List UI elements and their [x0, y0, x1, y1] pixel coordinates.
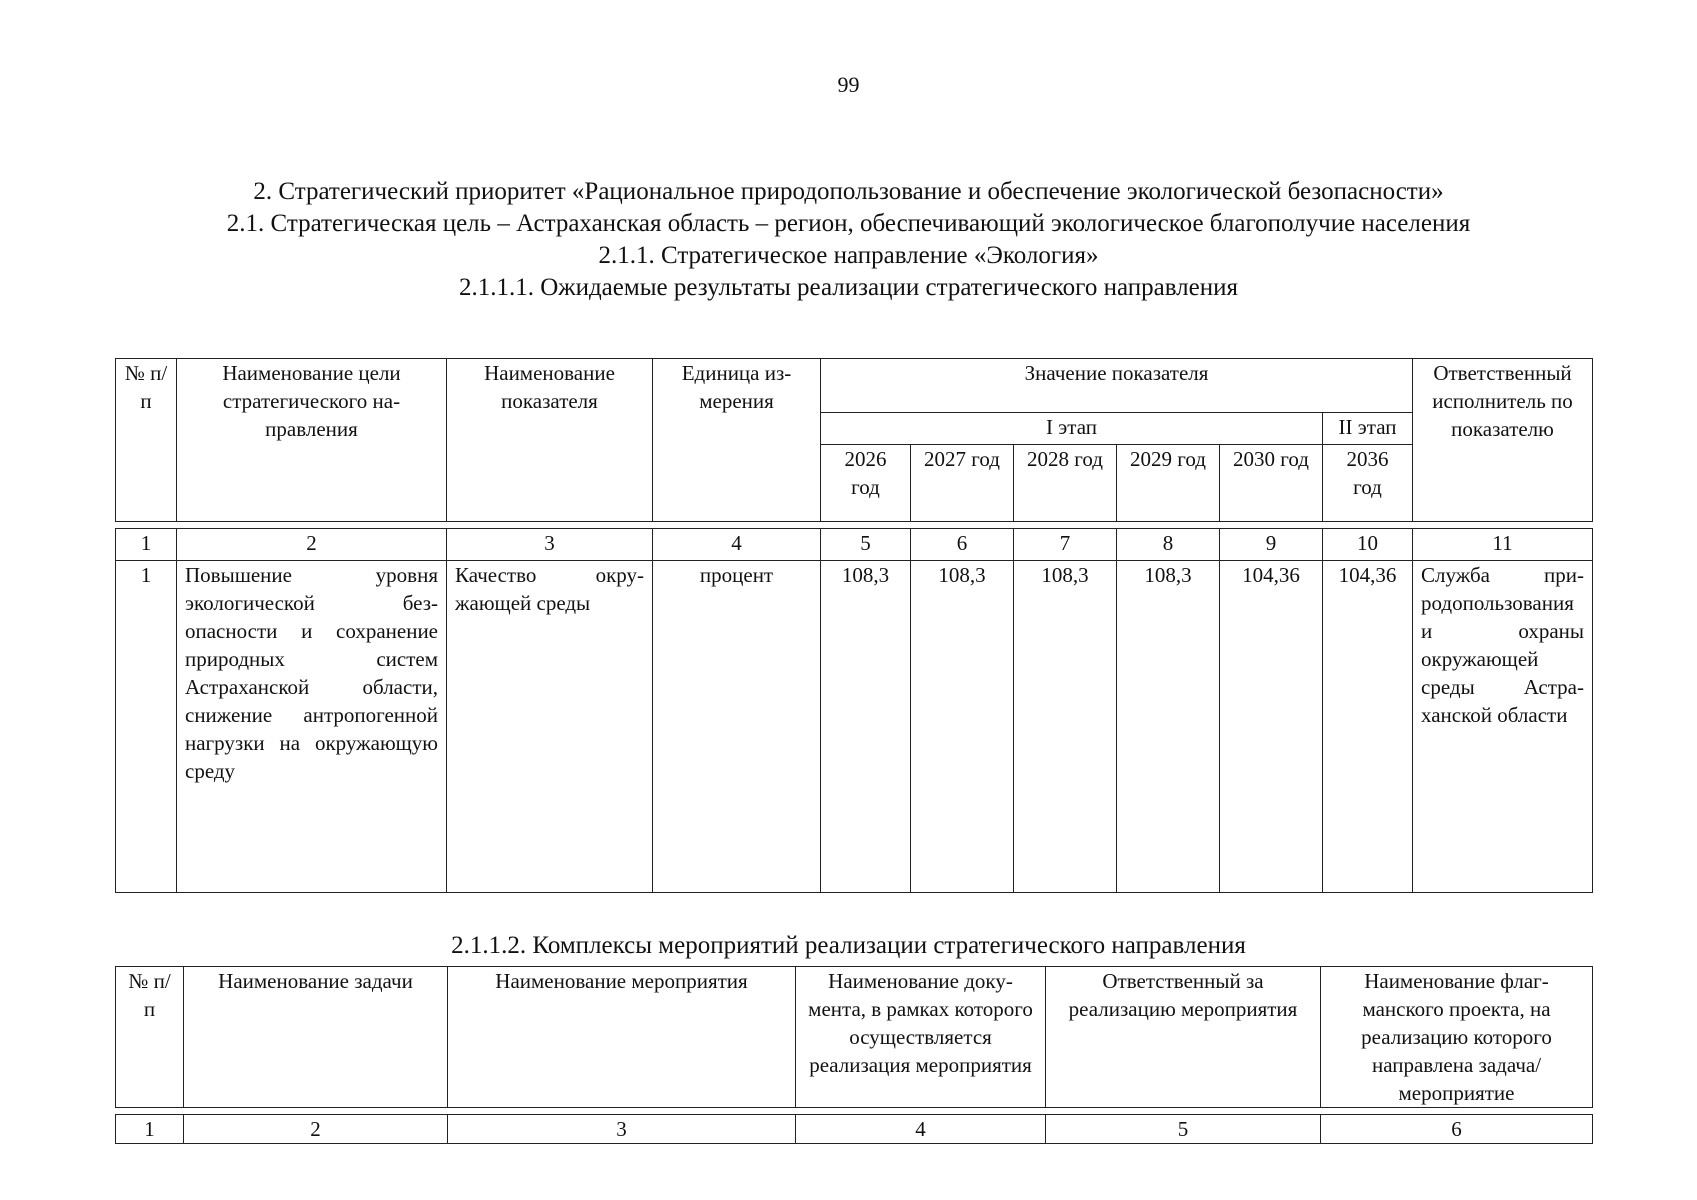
column-number: 3 — [447, 529, 653, 561]
column-number: 1 — [116, 1115, 184, 1144]
header-indicator-value: Значение показателя — [821, 359, 1413, 413]
column-number: 6 — [911, 529, 1014, 561]
header-event: Наименование мероприятия — [448, 967, 796, 1108]
events-table — [115, 966, 1593, 1144]
column-number: 2 — [184, 1115, 448, 1144]
row-unit: процент — [653, 561, 821, 893]
header-year: 2036 год — [1323, 445, 1413, 522]
header-num: № п/п — [116, 359, 177, 522]
priority-heading: 2. Стратегический приоритет «Рациональное природопользование и обеспечение экологической безопасности» — [253, 178, 1444, 205]
row-responsible: Служба природопользования и охраны окружающей среды Астраханской области — [1413, 561, 1593, 893]
header-num: № п/п — [116, 967, 184, 1108]
row-value: 104,36 — [1323, 561, 1413, 893]
row-value: 108,3 — [911, 561, 1014, 893]
column-number: 6 — [1321, 1115, 1593, 1144]
header-flagship: Наименование флагманского проекта, на реализацию которого направлена задача/мероприятие — [1321, 967, 1593, 1108]
events-heading: 2.1.1.2. Комплексы мероприятий реализации стратегического направления — [451, 932, 1246, 959]
header-stage-2: II этап — [1323, 413, 1413, 445]
column-number: 4 — [796, 1115, 1046, 1144]
column-number: 4 — [653, 529, 821, 561]
header-task: Наименование задачи — [184, 967, 448, 1108]
row-goal: Повышение уровня экологической безопасности и сохранение природных систем Астраханской области, снижение антропогенной нагрузки на окружающую среду — [177, 561, 447, 893]
column-number: 1 — [116, 529, 177, 561]
column-number: 2 — [177, 529, 447, 561]
column-number: 10 — [1323, 529, 1413, 561]
header-goal-name: Наименование цели стратегического направления — [177, 359, 447, 522]
header-responsible: Ответственный за реализацию мероприятия — [1046, 967, 1321, 1108]
header-unit: Единица измерения — [653, 359, 821, 522]
table-row — [116, 561, 1593, 893]
header-year: 2028 год — [1014, 445, 1117, 522]
header-year: 2029 год — [1117, 445, 1220, 522]
header-stage-1: I этап — [821, 413, 1323, 445]
row-value: 108,3 — [1117, 561, 1220, 893]
row-value: 108,3 — [821, 561, 911, 893]
column-number: 11 — [1413, 529, 1593, 561]
direction-heading: 2.1.1. Стратегическое направление «Экология» — [598, 242, 1099, 269]
row-value: 108,3 — [1014, 561, 1117, 893]
row-num: 1 — [116, 561, 177, 893]
column-number: 9 — [1220, 529, 1323, 561]
header-year: 2026 год — [821, 445, 911, 522]
column-number-row — [116, 529, 1593, 561]
results-heading: 2.1.1.1. Ожидаемые результаты реализации стратегического направления — [459, 274, 1238, 301]
row-value: 104,36 — [1220, 561, 1323, 893]
expected-results-table — [115, 358, 1593, 893]
column-number: 3 — [448, 1115, 796, 1144]
column-number: 5 — [1046, 1115, 1321, 1144]
header-indicator-name: Наименование показателя — [447, 359, 653, 522]
column-number: 5 — [821, 529, 911, 561]
section-headings — [0, 176, 1697, 304]
row-indicator: Качество окружающей среды — [447, 561, 653, 893]
goal-heading: 2.1. Стратегическая цель – Астраханская область – регион, обеспечивающий экологическое благополучие населения — [226, 210, 1471, 237]
header-document: Наименование документа, в рамках которого осуществляется реализация мероприятия — [796, 967, 1046, 1108]
page-number: 99 — [837, 72, 860, 97]
header-responsible: Ответственный исполнитель по показателю — [1413, 359, 1593, 522]
column-number: 8 — [1117, 529, 1220, 561]
column-number: 7 — [1014, 529, 1117, 561]
header-year: 2027 год — [911, 445, 1014, 522]
header-year: 2030 год — [1220, 445, 1323, 522]
column-number-row — [116, 1115, 1593, 1144]
